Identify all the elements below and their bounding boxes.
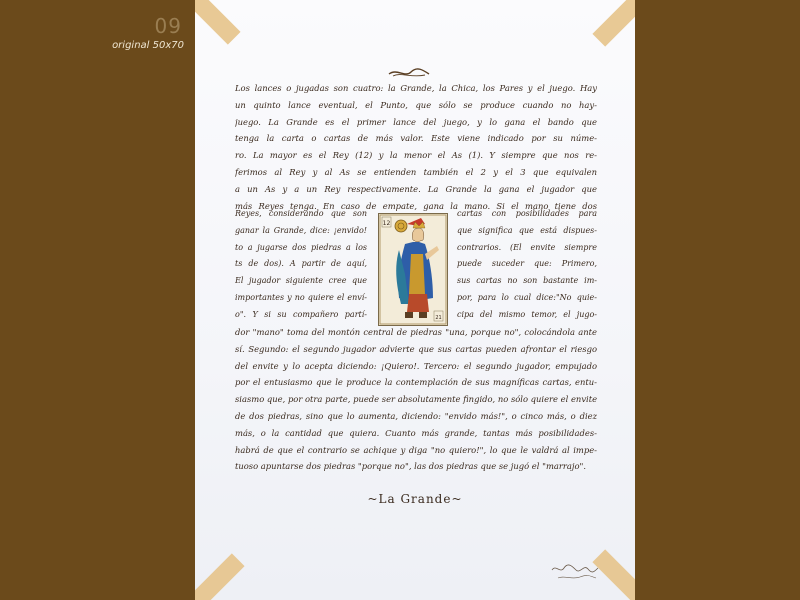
card-corner-number: 12 [382,220,391,227]
text-line: Reyes, considerando que son [235,209,367,218]
text-line: o". Y si su compañero partí- [235,309,367,319]
tape-top-right [592,0,635,47]
text-line: por el entusiasmo que le produce la contemplación de sus magníficas cartas, entu- [235,377,597,388]
column-right [457,206,597,324]
flourish-ornament-icon [387,66,431,80]
right-frame-band [635,0,800,600]
text-line: contrarios. (El envite siempre [457,242,597,252]
text-line: siasmo que, por otra parte, puede ser absolutamente fingido, no sólo quiere el envite [235,394,597,405]
text-line: tuoso apuntarse dos piedras "porque no", las dos piedras que se jugó el "marrajo". [235,461,587,472]
text-line: un quinto lance eventual, el Punto, que sólo se produce cuando no hay- [235,99,597,110]
text-line: Los lances o jugadas son cuatro: la Grande, la Chica, los Pares y el juego. Hay [235,83,597,93]
left-frame-band [0,0,195,600]
text-line: ts de dos). A partir de aquí, [235,259,367,269]
text-line: to a jugarse dos piedras a los [235,242,367,252]
column-left [235,206,367,324]
text-line: por, para lo cual dice:"No quie- [457,292,597,302]
text-line: del envite y lo acepta diciendo: ¡Quiero!. Tercero: el segundo jugador, empujado [235,360,597,371]
text-line: más Reyes tenga. En caso de empate, gana la mano. Si el mano tiene dos [235,200,597,211]
calligraphy-sheet [195,0,635,600]
text-line: tenga la carta o cartas de más valor. Este viene indicado por su núme- [235,133,597,144]
plate-number: 09 [154,14,182,38]
text-line: ro. La mayor es el Rey (12) y la menor el As (1). Y siempre que nos re- [235,150,597,161]
artist-signature-icon [550,560,600,584]
text-line: El jugador siguiente cree que [235,276,367,286]
king-of-coins-card-illustration [379,214,447,325]
card-corner-suit: 21 [435,315,442,321]
text-line: sí. Segundo: el segundo jugador advierte que sus cartas pueden afrontar el riesgo [235,343,597,354]
text-line: habrá de que el contrario se achique y diga "no quiero!", lo que le valdrá al impe- [235,444,597,455]
text-line: ferimos al Rey y al As se entienden también el 2 y el 3 que equivalen [235,166,597,177]
text-line: cartas con posibilidades para [457,209,597,218]
page-title: ~La Grande~ [367,492,463,506]
text-line: ganar la Grande, dice: ¡envido! [235,225,367,235]
text-line: dor "mano" toma del montón central de piedras "una, porque no", colocándola ante [235,327,597,337]
text-line: cipa del mismo temor, el jugo- [457,309,597,319]
king-playing-card [378,213,448,326]
text-line: que significa que está dispues- [457,225,597,235]
tape-top-left [195,0,241,45]
text-line: de dos piedras, sino que lo aumenta, diciendo: "envido más!", o cinco más, o diez [235,410,597,421]
text-line: más, o la cantidad que quiera. Cuanto más grande, tantas más posibilidades- [235,427,597,438]
text-line: juego. La Grande es el primer lance del juego, y lo gana el bando que [235,116,597,127]
text-line: importantes y no quiere el enví- [235,292,367,302]
text-line: sus cartas no son bastante im- [457,276,597,286]
text-line: a un As y a un Rey respectivamente. La Grande la gana el jugador que [235,183,597,194]
paragraph-bottom [235,324,597,475]
plate-caption: original 50x70 [112,40,184,51]
text-line: puede suceder que: Primero, [457,259,597,269]
tape-bottom-left [195,553,245,600]
paragraph-top [235,80,597,214]
